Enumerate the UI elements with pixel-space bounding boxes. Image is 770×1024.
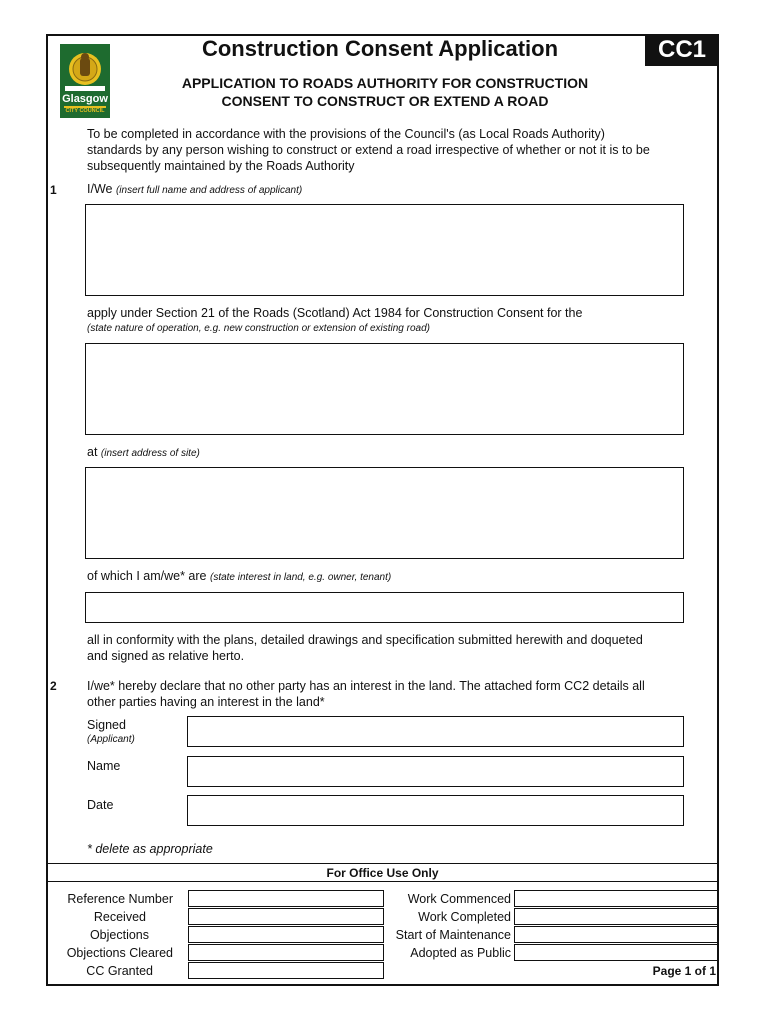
office-left-label: Reference Number bbox=[67, 892, 173, 906]
land-interest-input[interactable] bbox=[85, 592, 684, 623]
office-divider-top bbox=[46, 863, 719, 864]
intro-line-3: subsequently maintained by the Roads Authority bbox=[87, 159, 355, 173]
site-label-row bbox=[87, 444, 200, 462]
conformity-line-1: all in conformity with the plans, detailed drawings and specification submitted herewith and doqueted bbox=[87, 633, 643, 647]
name-label: Name bbox=[87, 759, 121, 773]
intro-line-2: standards by any person wishing to construct or extend a road irrespective of whether or not it is to be bbox=[87, 143, 650, 157]
delete-footnote: * delete as appropriate bbox=[87, 842, 213, 856]
objections-cleared-field[interactable] bbox=[188, 944, 384, 961]
declaration-line-2: other parties having an interest in the land* bbox=[87, 695, 325, 709]
form-code-badge: CC1 bbox=[645, 34, 719, 66]
page-title: Construction Consent Application bbox=[201, 36, 559, 61]
cc-granted-field[interactable] bbox=[188, 962, 384, 979]
declaration-line-1: I/we* hereby declare that no other party has an interest in the land. The attached form CC2 details all bbox=[87, 679, 645, 693]
adopted-as-public-field[interactable] bbox=[514, 944, 719, 961]
applicant-name-address-input[interactable] bbox=[85, 204, 684, 296]
intro-text bbox=[87, 126, 707, 174]
office-right-label: Start of Maintenance bbox=[395, 928, 511, 942]
applicant-label: I/We bbox=[87, 182, 113, 196]
glasgow-logo bbox=[60, 44, 110, 118]
received-field[interactable] bbox=[188, 908, 384, 925]
logo-wordmark: Glasgow bbox=[62, 93, 108, 105]
start-of-maintenance-field[interactable] bbox=[514, 926, 719, 943]
reference-number-field[interactable] bbox=[188, 890, 384, 907]
site-note: (insert address of site) bbox=[100, 448, 200, 459]
page-number: Page 1 of 1 bbox=[652, 964, 716, 978]
office-divider-bottom bbox=[46, 881, 719, 882]
work-completed-field[interactable] bbox=[514, 908, 719, 925]
office-right-label: Adopted as Public bbox=[410, 946, 511, 960]
work-commenced-field[interactable] bbox=[514, 890, 719, 907]
signature-field[interactable] bbox=[187, 716, 684, 747]
page-subtitle bbox=[150, 74, 620, 110]
section-1-number: 1 bbox=[50, 183, 57, 197]
applicant-note: (insert full name and address of applicant) bbox=[115, 185, 303, 196]
site-address-input[interactable] bbox=[85, 467, 684, 559]
office-right-label: Work Completed bbox=[418, 910, 511, 924]
operation-note: (state nature of operation, e.g. new construction or extension of existing road) bbox=[87, 323, 430, 334]
operation-nature-input[interactable] bbox=[85, 343, 684, 435]
office-left-label: CC Granted bbox=[86, 964, 153, 978]
logo-subtext: CITY COUNCIL bbox=[65, 108, 105, 114]
interest-label-row bbox=[87, 568, 391, 586]
name-field[interactable] bbox=[187, 756, 684, 787]
office-left-label: Received bbox=[93, 910, 146, 924]
applicant-label-row bbox=[87, 181, 302, 199]
interest-label: of which I am/we* are bbox=[87, 569, 207, 583]
site-label: at bbox=[87, 445, 98, 459]
office-use-heading: For Office Use Only bbox=[326, 866, 439, 880]
section-2-number: 2 bbox=[50, 679, 57, 693]
conformity-text bbox=[87, 632, 707, 664]
date-field[interactable] bbox=[187, 795, 684, 826]
signed-note: (Applicant) bbox=[87, 734, 135, 745]
intro-line-1: To be completed in accordance with the provisions of the Council's (as Local Roads Authority) bbox=[87, 127, 605, 141]
office-left-label: Objections bbox=[89, 928, 149, 942]
date-label: Date bbox=[87, 798, 114, 812]
office-left-label: Objections Cleared bbox=[66, 946, 173, 960]
subtitle-line-2: CONSENT TO CONSTRUCT OR EXTEND A ROAD bbox=[221, 93, 549, 109]
subtitle-line-1: APPLICATION TO ROADS AUTHORITY FOR CONSTRUCTION bbox=[181, 75, 589, 91]
conformity-line-2: and signed as relative herto. bbox=[87, 649, 245, 663]
interest-note: (state interest in land, e.g. owner, tenant) bbox=[209, 572, 392, 583]
apply-text: apply under Section 21 of the Roads (Scotland) Act 1984 for Construction Consent for the bbox=[87, 306, 583, 320]
signed-label: Signed bbox=[87, 718, 126, 732]
objections-field[interactable] bbox=[188, 926, 384, 943]
declaration-text bbox=[87, 678, 707, 710]
office-right-label: Work Commenced bbox=[407, 892, 511, 906]
